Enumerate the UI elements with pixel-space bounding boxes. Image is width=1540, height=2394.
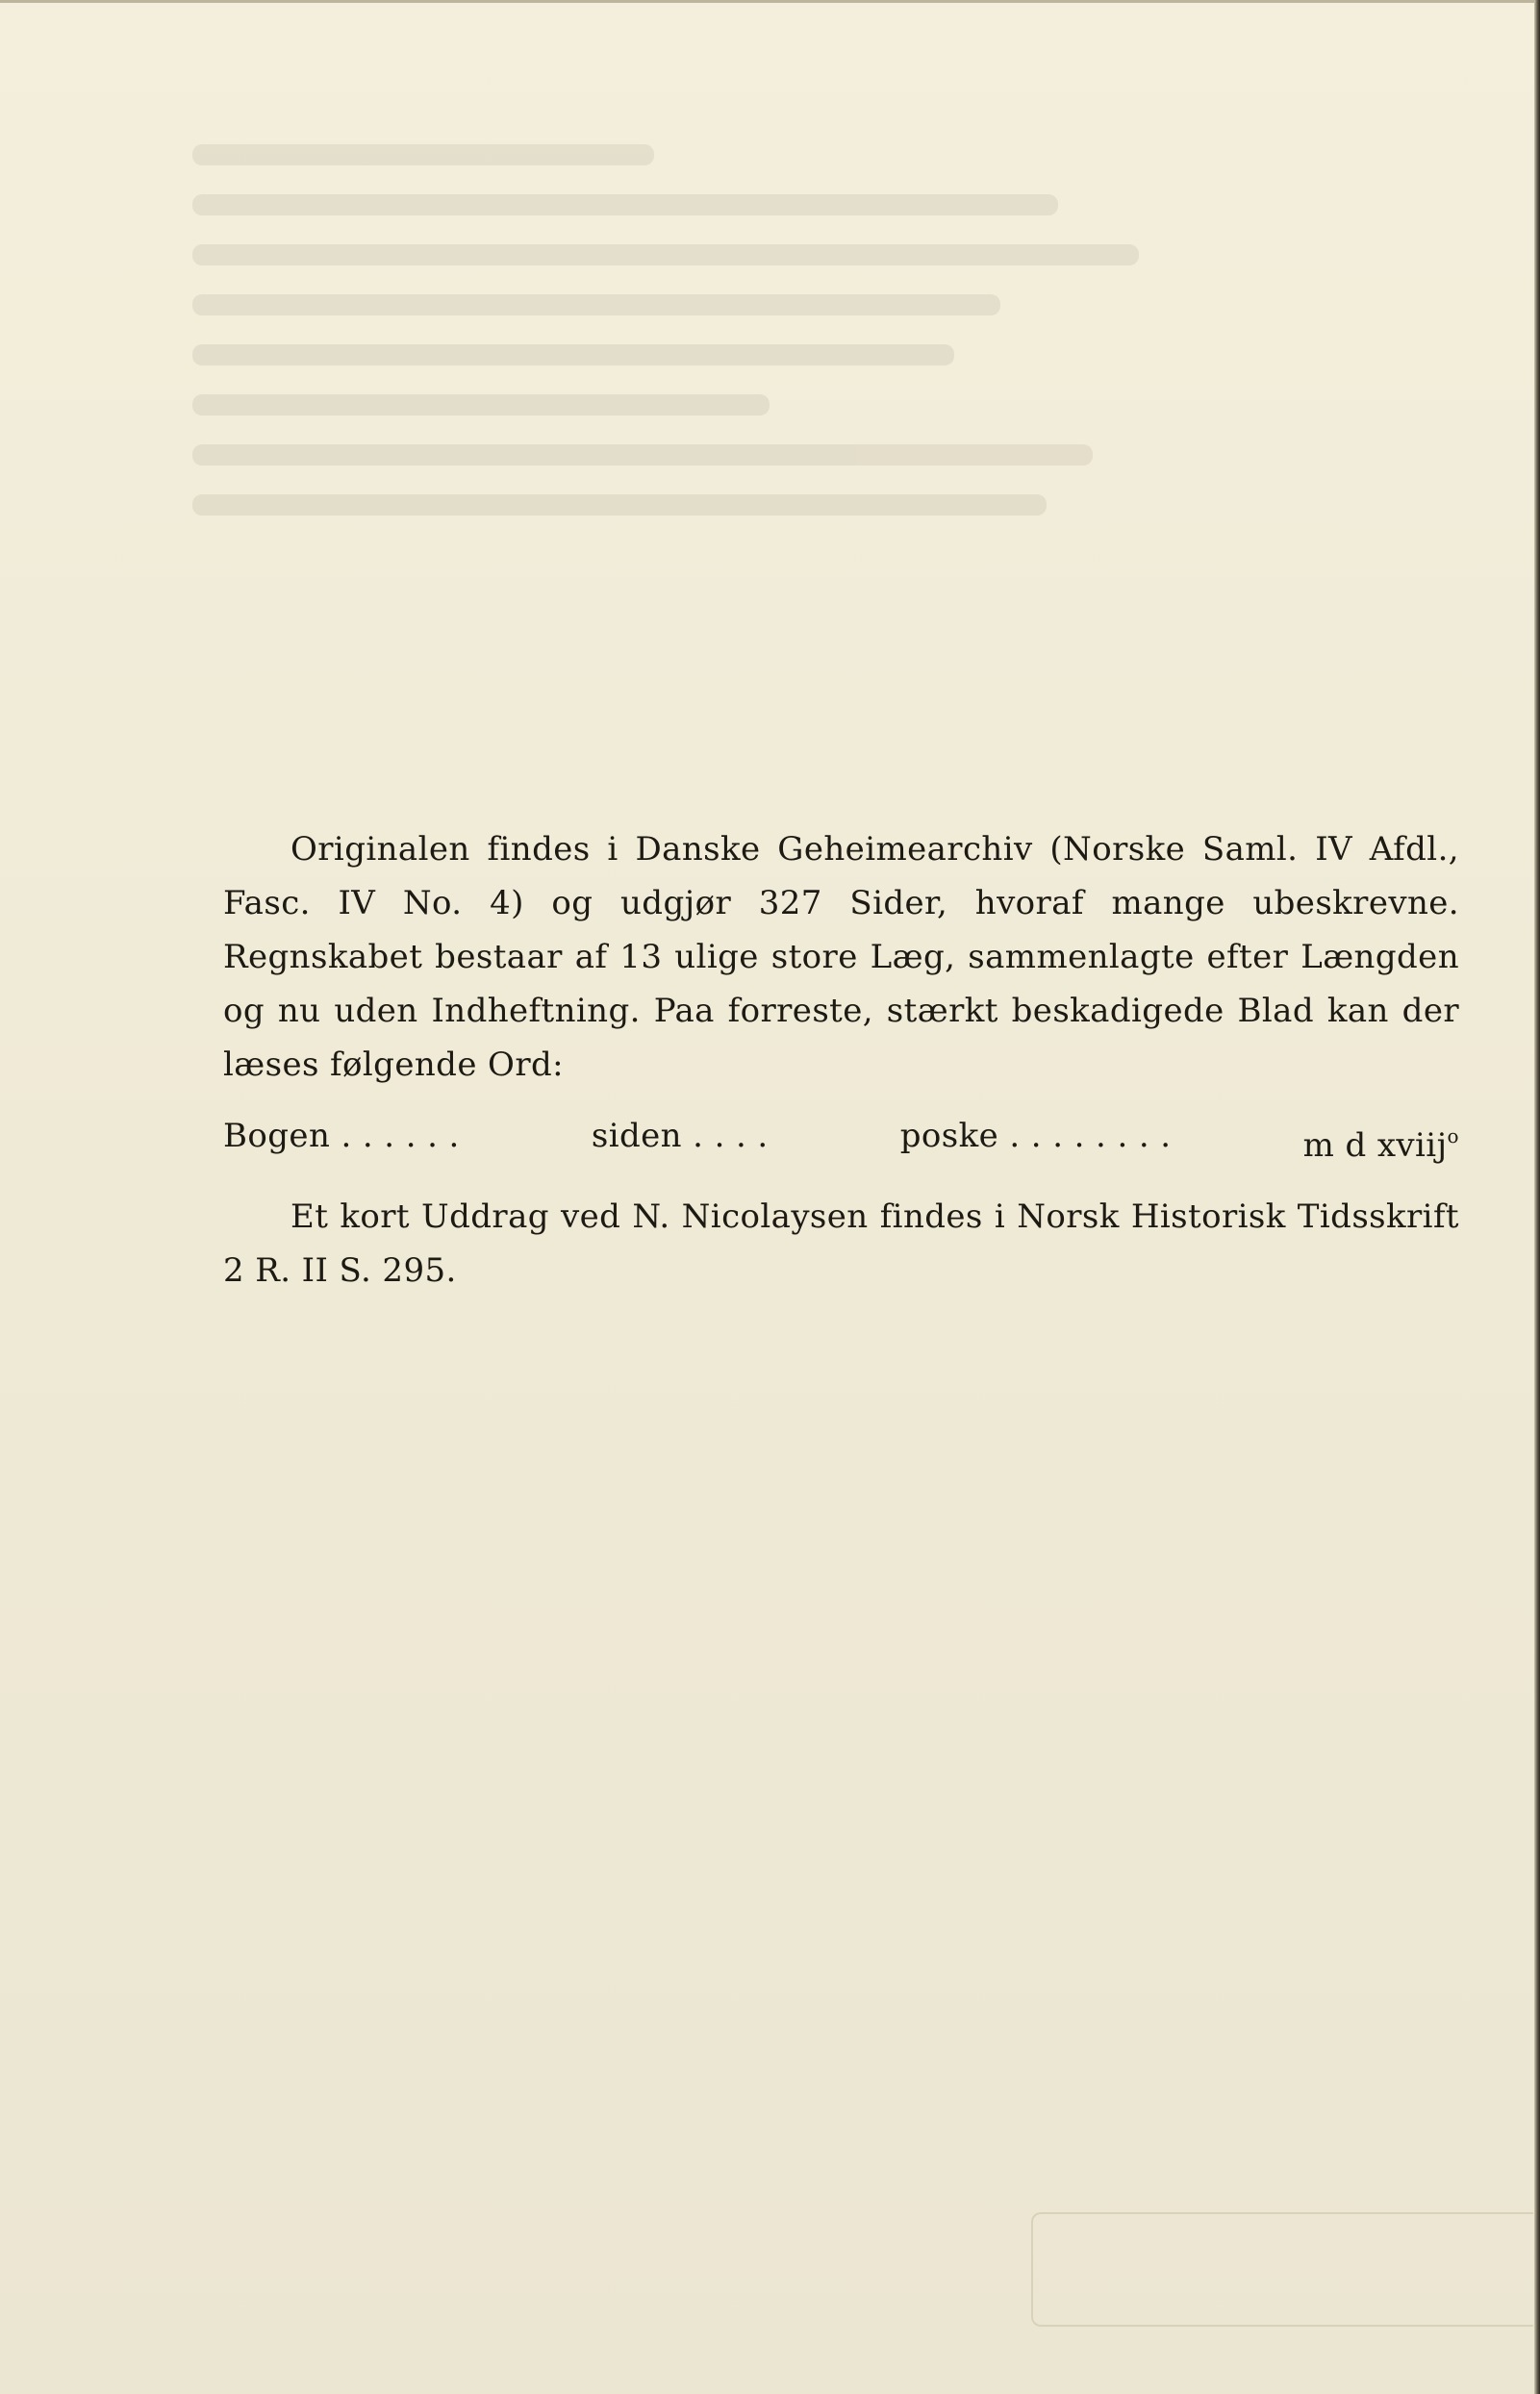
page-top-edge	[0, 0, 1540, 3]
quote-part-2: siden . . . .	[591, 1117, 769, 1155]
quote-part-1: Bogen . . . . . .	[223, 1117, 460, 1155]
paragraph-original-source: Originalen findes i Danske Geheimearchiv (Norske Saml. IV Afdl., Fasc. IV No. 4) og udgjør 327 Sider, hvoraf mange ubeskrevne. Regnskabet bestaar af 13 ulige store Læg, sammenlagte efter Længden og nu uden Indheftning. Paa forreste, stærkt beskadigede Blad kan der læses følgende Ord:	[223, 830, 1459, 1084]
text-block	[223, 822, 1459, 1298]
page-tab-outline	[1031, 2212, 1533, 2327]
quote-part-3: poske . . . . . . . .	[899, 1117, 1172, 1155]
quote-part-4: m d xviij$^o$	[1302, 1124, 1459, 1165]
paragraph-excerpt-reference: Et kort Uddrag ved N. Nicolaysen findes i Norsk Historisk Tidsskrift 2 R. II S. 295.	[223, 1197, 1459, 1290]
quoted-inscription-line	[223, 1109, 1459, 1172]
page-binding-edge	[1534, 0, 1540, 2394]
